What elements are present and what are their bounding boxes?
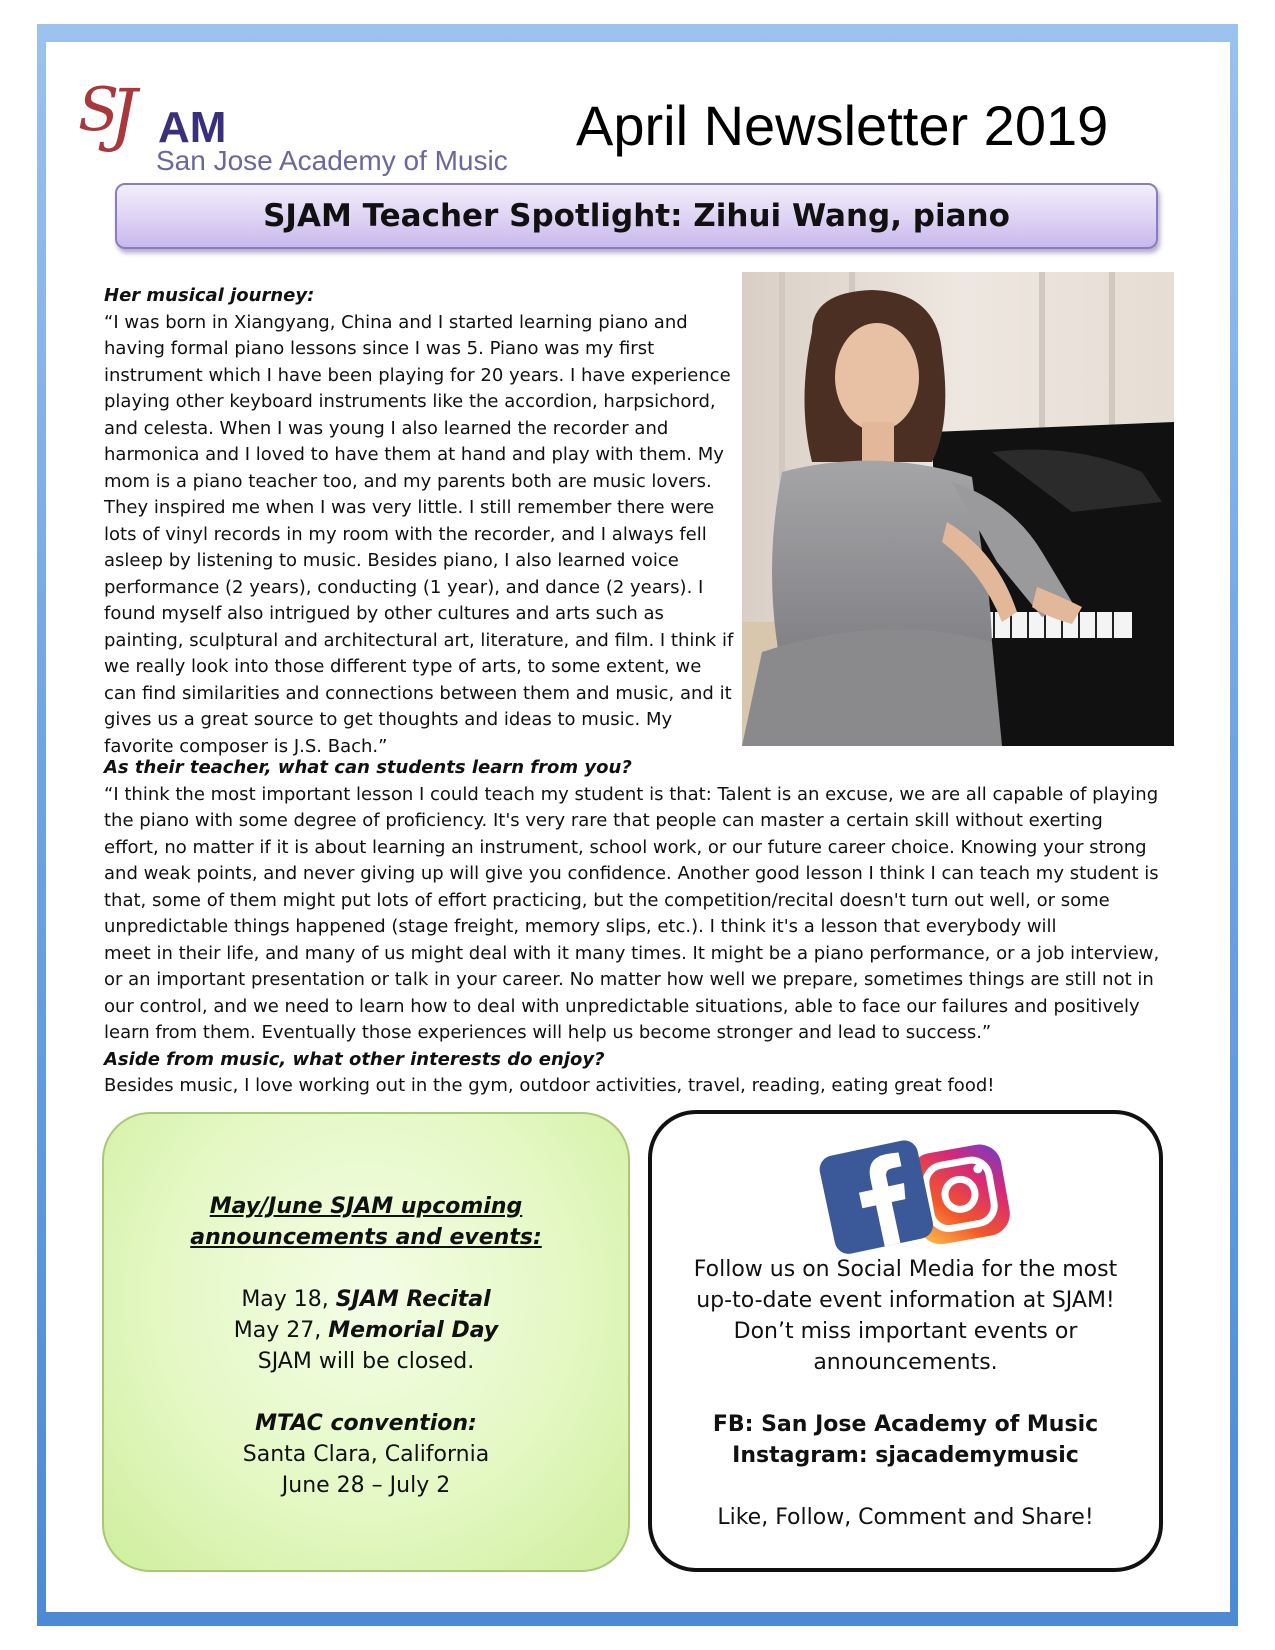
event-date: May 18, — [241, 1287, 336, 1312]
mtac-title: MTAC convention: — [255, 1411, 477, 1436]
social-line: Don’t miss important events or — [733, 1319, 1078, 1344]
pianist-photo-illustration — [742, 272, 1174, 746]
social-line: announcements. — [813, 1350, 998, 1375]
answer-interests: Besides music, I love working out in the gym, outdoor activities, travel, reading, eating great food! — [104, 1075, 995, 1096]
facebook-handle[interactable]: FB: San Jose Academy of Music — [712, 1412, 1099, 1437]
answer-line: having formal piano lessons since I was 5. Piano was my first — [104, 338, 655, 359]
answer-line: favorite composer is J.S. Bach.” — [104, 735, 388, 757]
answer-line: effort, no matter if it is about learning an instrument, school work, or our future career choice. Knowing your strong — [104, 836, 1147, 858]
logo-s: S — [78, 75, 120, 145]
social-box — [648, 1110, 1163, 1572]
social-cta: Like, Follow, Comment and Share! — [717, 1505, 1094, 1530]
answer-line: They inspired me when I was very little. I still remember there were — [104, 497, 715, 518]
event-recital — [104, 1284, 628, 1315]
answer-line: asleep by listening to music. Besides piano, I also learned voice — [104, 550, 679, 571]
answer-line: playing other keyboard instruments like the accordion, harpsichord, — [104, 391, 716, 412]
answer-line: and celesta. When I was young I also learned the recorder and — [104, 417, 669, 439]
answer-line: learn from them. Eventually those experiences will help us become stronger and lead to success.” — [104, 1022, 992, 1043]
sjam-logo — [78, 75, 518, 180]
spotlight-banner: SJAM Teacher Spotlight: Zihui Wang, piano — [115, 183, 1158, 249]
event-name: Memorial Day — [328, 1318, 499, 1343]
event-memorial-day — [104, 1315, 628, 1346]
social-line: Follow us on Social Media for the most — [693, 1257, 1118, 1282]
mtac-place: Santa Clara, California — [242, 1442, 490, 1467]
answer-line: and weak points, and never giving up will give you confidence. Another good lesson I think I can teach my student is — [104, 863, 1159, 884]
answer-line: we really look into those different type of arts, to some extent, we — [104, 656, 702, 677]
question-journey: Her musical journey: — [104, 285, 315, 306]
journey-section — [104, 283, 734, 760]
answer-line: lots of vinyl records in my room with the recorder, and I always fell — [104, 523, 707, 545]
events-heading-line: May/June SJAM upcoming — [209, 1194, 523, 1219]
social-text — [652, 1254, 1159, 1533]
answer-line: found myself also intrigued by other cultures and arts such as — [104, 603, 664, 624]
answer-line: painting, sculptural and architectural art, literature, and film. I think if — [104, 629, 734, 651]
answer-line: or an important presentation or talk in your career. No matter how well we prepare, sometimes things are still not in — [104, 969, 1154, 990]
answer-line: “I was born in Xiangyang, China and I started learning piano and — [104, 311, 688, 333]
answer-line: that, some of them might put lots of effort practicing, but the competition/recital doesn't turn out well, or some — [104, 889, 1110, 911]
answer-line: meet in their life, and many of us might deal with it many times. It might be a piano performance, or a job interview, — [104, 942, 1160, 964]
question-interests: Aside from music, what other interests do enjoy? — [104, 1048, 605, 1070]
answer-line: our control, and we need to learn how to deal with unpredictable situations, able to face our failures and positively — [104, 995, 1140, 1017]
logo-j: J — [110, 76, 138, 155]
events-heading — [104, 1191, 628, 1253]
facebook-icon[interactable] — [817, 1138, 936, 1254]
events-list — [104, 1284, 628, 1501]
teaching-section — [104, 755, 1184, 1100]
answer-line: unpredictable things happened (stage freight, memory slips, etc.). I think it's a lesson that everybody will — [104, 916, 1057, 937]
events-box — [102, 1112, 630, 1572]
answer-line: can find similarities and connections between them and music, and it — [104, 682, 732, 704]
newsletter-title: April Newsletter 2019 — [576, 94, 1109, 157]
mtac-dates: June 28 – July 2 — [281, 1473, 451, 1498]
event-note: SJAM will be closed. — [257, 1349, 475, 1374]
answer-line: gives us a great source to get thoughts and ideas to music. My — [104, 709, 673, 730]
answer-line: the piano with some degree of proficiency. It's very rare that people can master a certain skill without exerting — [104, 810, 1103, 831]
answer-line: performance (2 years), conducting (1 year), and dance (2 years). I — [104, 576, 704, 598]
instagram-handle[interactable]: Instagram: sjacademymusic — [732, 1443, 1079, 1468]
events-heading-line: announcements and events: — [190, 1225, 542, 1250]
answer-line: instrument which I have been playing for 20 years. I have experience — [104, 364, 731, 386]
social-icons — [812, 1134, 1022, 1254]
answer-line: mom is a piano teacher too, and my parents both are music lovers. — [104, 470, 712, 492]
logo-subtitle: San Jose Academy of Music — [156, 145, 508, 176]
logo-am: AM — [158, 103, 227, 152]
event-date: May 27, — [233, 1318, 329, 1343]
teacher-photo — [742, 272, 1174, 746]
question-teaching: As their teacher, what can students learn from you? — [104, 757, 632, 778]
answer-line: harmonica and I loved to have them at hand and play with them. My — [104, 444, 724, 465]
answer-line: “I think the most important lesson I could teach my student is that: Talent is an excuse, we are all capable of playing — [104, 783, 1159, 805]
event-name: SJAM Recital — [335, 1287, 491, 1312]
social-line: up-to-date event information at SJAM! — [696, 1288, 1115, 1313]
